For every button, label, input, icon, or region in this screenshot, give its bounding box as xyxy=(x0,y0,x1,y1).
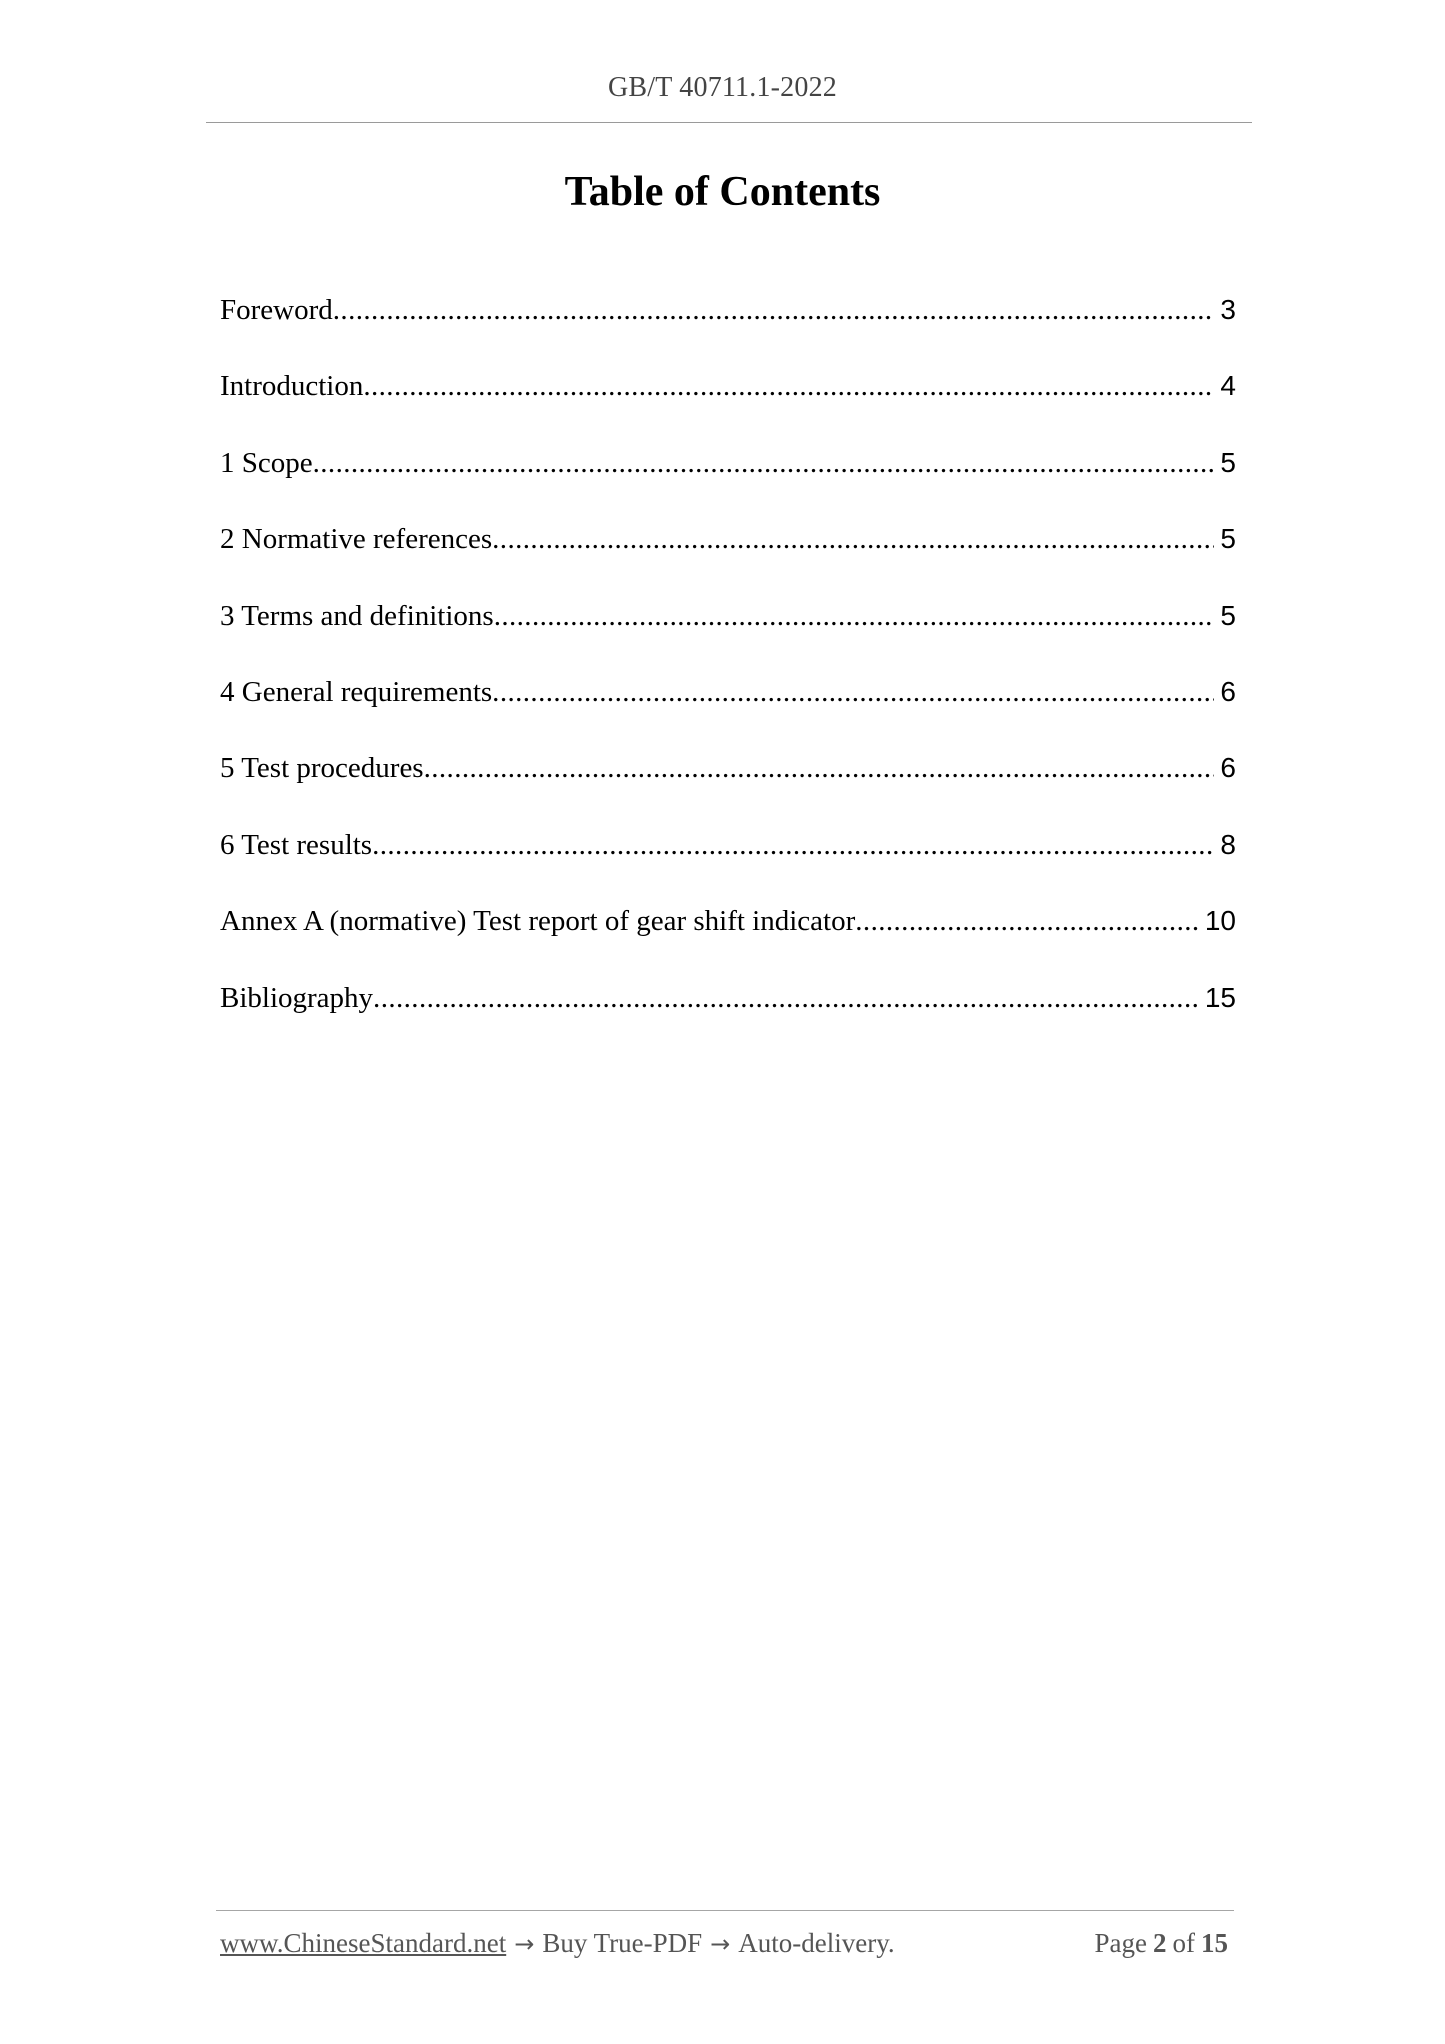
toc-entry-page: 3 xyxy=(1220,294,1236,325)
toc-dot-leader xyxy=(492,670,1214,714)
toc-dot-leader xyxy=(494,594,1215,638)
toc-list xyxy=(220,288,1236,1052)
toc-entry-page: 6 xyxy=(1220,752,1236,784)
document-code: GB/T 40711.1-2022 xyxy=(608,72,837,103)
website-link[interactable]: www.ChineseStandard.net xyxy=(220,1928,507,1958)
toc-entry-label: Bibliography xyxy=(220,981,374,1014)
toc-entry-page: 15 xyxy=(1204,981,1236,1013)
right-arrow-icon: → xyxy=(710,1930,731,1958)
footer-promo xyxy=(220,1928,895,1959)
toc-dot-leader xyxy=(373,976,1199,1020)
toc-entry-test-procedures[interactable] xyxy=(220,746,1236,822)
of-word: of xyxy=(1172,1928,1195,1958)
toc-entry-label: 3 Terms and definitions xyxy=(220,599,494,632)
toc-entry-test-results[interactable] xyxy=(220,823,1236,899)
toc-entry-page: 4 xyxy=(1220,370,1236,402)
toc-entry-introduction[interactable] xyxy=(220,364,1236,440)
toc-entry-label: 2 Normative references xyxy=(220,523,493,556)
toc-entry-scope[interactable] xyxy=(220,441,1236,517)
toc-dot-leader xyxy=(372,823,1214,867)
page-total: 15 xyxy=(1201,1928,1228,1958)
toc-entry-label: 5 Test procedures xyxy=(220,752,424,785)
toc-dot-leader xyxy=(855,899,1199,943)
toc-entry-label: 4 General requirements xyxy=(220,675,493,708)
toc-entry-label: 1 Scope xyxy=(220,446,313,479)
toc-title: Table of Contents xyxy=(564,169,881,215)
toc-entry-page: 5 xyxy=(1220,446,1236,478)
right-arrow-icon: → xyxy=(514,1930,535,1958)
page-word: Page xyxy=(1094,1928,1147,1958)
toc-entry-page: 8 xyxy=(1220,828,1236,860)
toc-entry-label: Annex A (normative) Test report of gear shift indicator xyxy=(220,905,856,938)
toc-entry-label: Foreword xyxy=(220,294,333,326)
toc-entry-page: 10 xyxy=(1204,905,1236,937)
toc-entry-normative-references[interactable] xyxy=(220,517,1236,593)
toc-entry-foreword[interactable] xyxy=(220,288,1236,364)
toc-entry-page: 6 xyxy=(1220,675,1236,707)
buy-true-pdf-text: Buy True-PDF xyxy=(542,1928,703,1958)
page-number xyxy=(1095,1928,1230,1959)
toc-entry-label: Introduction xyxy=(220,370,364,403)
toc-entry-annex-a[interactable] xyxy=(220,899,1236,975)
page-current: 2 xyxy=(1153,1928,1167,1958)
toc-dot-leader xyxy=(492,517,1214,561)
toc-entry-bibliography[interactable] xyxy=(220,976,1236,1052)
toc-dot-leader xyxy=(333,288,1215,332)
toc-dot-leader xyxy=(424,746,1215,790)
auto-delivery-text: Auto-delivery. xyxy=(738,1928,895,1958)
footer-divider xyxy=(216,1910,1234,1911)
toc-entry-page: 5 xyxy=(1220,523,1236,555)
toc-entry-label: 6 Test results xyxy=(220,828,373,861)
toc-dot-leader xyxy=(363,364,1214,408)
toc-dot-leader xyxy=(313,441,1215,485)
header-divider xyxy=(206,122,1252,123)
toc-entry-page: 5 xyxy=(1220,599,1236,631)
toc-entry-terms-and-definitions[interactable] xyxy=(220,594,1236,670)
toc-entry-general-requirements[interactable] xyxy=(220,670,1236,746)
page-footer xyxy=(220,1928,1230,1959)
